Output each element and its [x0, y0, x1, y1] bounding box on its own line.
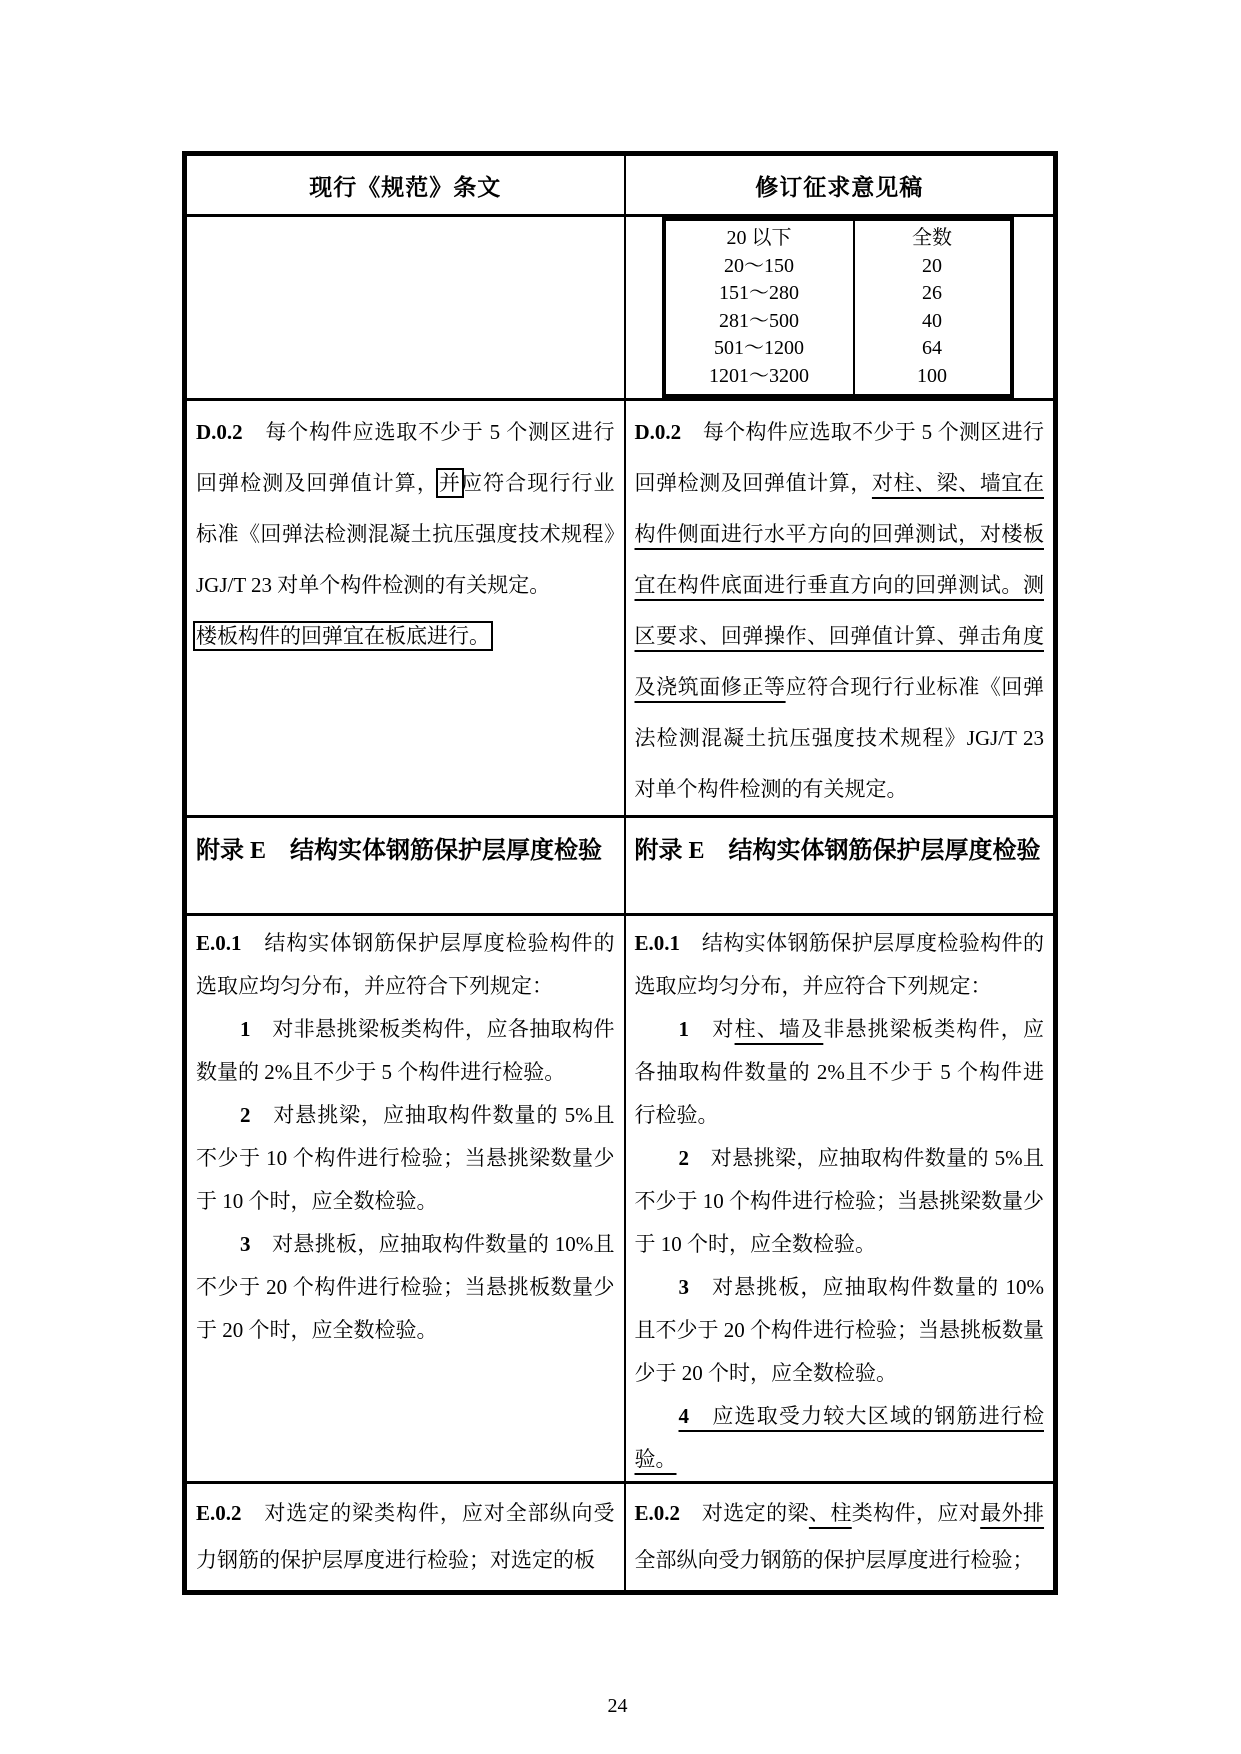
sample-size-table-row — [664, 308, 1012, 336]
cell-d02-current — [185, 400, 625, 817]
text-segment: 对悬挑梁，应抽取构件数量的 5%且不少于 10 个构件进行检验；当悬挑梁数量少于 10 个时，应全数检验。 — [634, 1146, 1044, 1256]
text-segment: 每个构件应选取不少于 5 个测区进行回弹检测及回弹值计算， — [196, 420, 615, 495]
quantity-range-cell: 20～150 — [664, 253, 854, 281]
sample-size-table-row — [664, 219, 1012, 253]
paragraph — [196, 611, 615, 662]
quantity-range-cell: 1201～3200 — [664, 363, 854, 397]
text-segment: 对 — [689, 1017, 735, 1041]
sample-size-table-row — [664, 363, 1012, 397]
cell-e01-revision — [625, 915, 1056, 1483]
text-segment: 4 — [678, 1404, 689, 1428]
text-segment: 应符合现行行业标准《回弹法检测混凝土抗压强度技术规程》JGJ/T 23 对单个构件检测的有关规定。 — [196, 471, 615, 597]
text-segment: 3 — [240, 1232, 251, 1256]
text-segment: 全部纵向受力钢筋的保护层厚度进行检验； — [634, 1548, 1034, 1572]
comparison-table — [182, 151, 1058, 1595]
paragraph — [196, 1094, 615, 1223]
appendix-e-heading-row — [185, 817, 1056, 915]
sample-count-cell: 40 — [922, 309, 942, 332]
text-segment: 最外排 — [980, 1501, 1045, 1525]
cell-e02-revision — [625, 1483, 1056, 1593]
text-segment: 1 — [678, 1017, 689, 1041]
text-segment: 结构实体钢筋保护层厚度检验构件的选取应均匀分布，并应符合下列规定： — [196, 931, 615, 998]
paragraph — [196, 922, 615, 1008]
text-segment: 结构实体钢筋保护层厚度检验 — [704, 838, 1041, 864]
sample-size-table-row — [664, 253, 1012, 281]
sample-size-row — [185, 216, 1056, 400]
text-segment: 对选定的梁 — [680, 1501, 809, 1525]
paragraph — [196, 1008, 615, 1094]
text-segment: E.0.2 — [196, 1501, 242, 1525]
clause-e01-row — [185, 915, 1056, 1483]
text-segment: E.0.2 — [634, 1501, 681, 1525]
text-segment: D.0.2 — [634, 420, 682, 444]
paragraph — [635, 1395, 1045, 1481]
sample-size-table — [662, 217, 1014, 398]
paragraph — [635, 1137, 1045, 1266]
clause-e02-row — [185, 1483, 1056, 1593]
sample-size-table-row — [664, 335, 1012, 363]
quantity-range-cell: 151～280 — [664, 280, 854, 308]
text-segment: 非悬挑梁板类构件，应各抽取构件数量的 2%且不少于 5 个构件进行检验。 — [634, 1017, 1044, 1127]
text-segment: E.0.1 — [634, 931, 681, 955]
cell-e01-current — [185, 915, 625, 1483]
text-segment: 对悬挑板，应抽取构件数量的 10%且不少于 20 个构件进行检验；当悬挑板数量少于 20 个时，应全数检验。 — [634, 1275, 1044, 1385]
appendix-e-heading-revision — [625, 817, 1056, 915]
paragraph — [635, 922, 1045, 1008]
paragraph — [196, 1223, 615, 1352]
sample-count-cell: 100 — [917, 364, 947, 387]
paragraph — [635, 1490, 1045, 1584]
text-segment: 对非悬挑梁板类构件，应各抽取构件数量的 2%且不少于 5 个构件进行检验。 — [196, 1017, 615, 1084]
text-segment: 、柱 — [808, 1501, 852, 1525]
paragraph — [196, 407, 615, 611]
text-segment: 对悬挑梁，应抽取构件数量的 5%且不少于 10 个构件进行检验；当悬挑梁数量少于 10 个时，应全数检验。 — [196, 1103, 615, 1213]
sample-count-cell: 26 — [922, 282, 942, 304]
text-segment: 结构实体钢筋保护层厚度检验构件的选取应均匀分布，并应符合下列规定： — [634, 931, 1044, 998]
cell-d02-revision — [625, 400, 1056, 817]
quantity-range-cell: 501～1200 — [664, 335, 854, 363]
paragraph — [196, 1490, 615, 1584]
sample-size-table-row — [664, 280, 1012, 308]
header-current-provisions: 现行《规范》条文 — [185, 154, 625, 216]
text-segment: 应符合现行行业标准《回弹法检测混凝土抗压强度技术规程》JGJ/T 23 对单个构件检测的有关规定。 — [634, 675, 1045, 801]
paragraph — [196, 826, 615, 877]
text-segment: E.0.1 — [196, 931, 242, 955]
text-segment: 并 — [438, 471, 462, 495]
text-segment: 1 — [240, 1017, 251, 1041]
text-segment: 结构实体钢筋保护层厚度检验 — [266, 838, 603, 864]
text-segment: 应选取受力较大区域的钢筋进行检验。 — [634, 1404, 1044, 1471]
paragraph — [635, 1008, 1045, 1137]
text-segment: 每个构件应选取不少于 5 个测区进行回弹检测及回弹值计算， — [634, 420, 1044, 495]
text-segment: 2 — [678, 1146, 689, 1170]
text-segment: 3 — [678, 1275, 689, 1299]
sample-count-cell: 20 — [922, 254, 942, 277]
sample-count-cell: 64 — [922, 337, 942, 359]
page-number: 24 — [607, 1695, 628, 1717]
appendix-e-heading-current — [185, 817, 625, 915]
cell-sample-size-revision — [625, 216, 1056, 400]
quantity-range-cell: 281～500 — [664, 308, 854, 336]
text-segment: 附录 E — [196, 838, 267, 864]
text-segment: D.0.2 — [196, 420, 243, 444]
text-segment: 2 — [240, 1103, 251, 1127]
text-segment: 对选定的梁类构件，应对全部纵向受力钢筋的保护层厚度进行检验；对选定的板 — [196, 1501, 615, 1572]
paragraph — [635, 1266, 1045, 1395]
text-segment: 柱、墙及 — [734, 1017, 824, 1041]
text-segment: 对悬挑板，应抽取构件数量的 10%且不少于 20 个构件进行检验；当悬挑板数量少于 20 个时，应全数检验。 — [196, 1232, 615, 1342]
clause-d02-row — [185, 400, 1056, 817]
cell-sample-size-current — [185, 216, 625, 400]
paragraph — [635, 826, 1045, 877]
cell-e02-current — [185, 1483, 625, 1593]
table-header-row — [185, 154, 1056, 216]
sample-count-cell: 全数 — [912, 227, 952, 249]
header-revision-draft: 修订征求意见稿 — [625, 154, 1056, 216]
text-segment: 类构件，应对 — [851, 1501, 981, 1525]
paragraph — [635, 407, 1045, 815]
text-segment: 对柱、梁、墙宜在构件侧面进行水平方向的回弹测试，对楼板宜在构件底面进行垂直方向的回弹测试。测区要求、回弹操作、回弹值计算、弹击角度及浇筑面修正等 — [634, 471, 1045, 699]
quantity-range-cell: 20 以下 — [664, 219, 854, 253]
text-segment: 楼板构件的回弹宜在板底进行。 — [196, 624, 490, 648]
text-segment: 附录 E — [634, 838, 705, 864]
